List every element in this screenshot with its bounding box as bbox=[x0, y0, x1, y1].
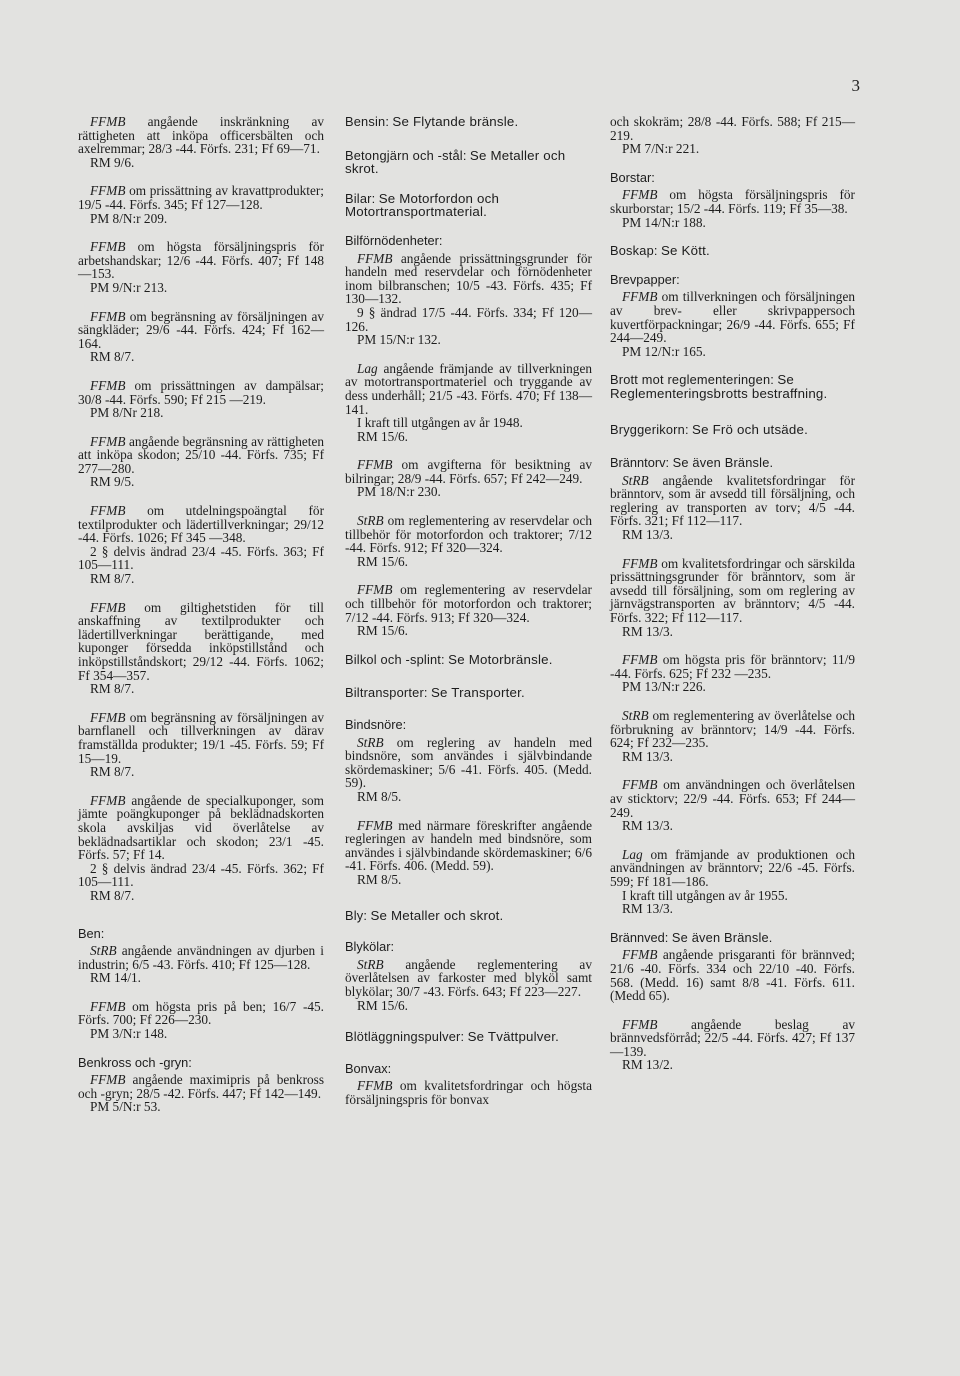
section-heading: Blötläggningspulver: bbox=[345, 1029, 465, 1045]
column-1-entries bbox=[78, 115, 324, 903]
section-bonvax bbox=[345, 1062, 592, 1107]
entry bbox=[610, 653, 855, 694]
entry-body: angående inskränkning av rättigheten att inköpa officersbälten och axelremmar; 28/3 -44. Förfs. 231; Ff 69—71. bbox=[78, 114, 324, 157]
section-heading: Brott mot reglementeringen: bbox=[610, 372, 775, 388]
entry-lead: FFMB bbox=[90, 599, 126, 615]
entry-text bbox=[78, 601, 324, 683]
section-bilkol bbox=[345, 653, 592, 667]
entry-body: angående prisgaranti för brännved; 21/6 -40. Förfs. 334 och 22/10 -40. Förfs. 568. (Medd. 16) samt 8/8 -41. Förfs. 611. (Medd 65). bbox=[610, 947, 855, 1004]
cross-reference: Se Motorbränsle. bbox=[448, 651, 553, 667]
section-heading: Bilar: bbox=[345, 190, 376, 206]
entry-text bbox=[78, 711, 324, 765]
section-bly bbox=[345, 909, 592, 923]
section-brott bbox=[610, 373, 855, 400]
entry-amendment: I kraft till utgången av år 1955. bbox=[622, 887, 788, 903]
entry-reference: RM 8/7. bbox=[90, 681, 135, 697]
entry-text bbox=[345, 736, 592, 790]
entry-amendment: 2 § delvis ändrad 23/4 -45. Förfs. 362; Ff 105—111. bbox=[78, 860, 324, 890]
section-ben bbox=[78, 927, 324, 1041]
section-bindsnore bbox=[345, 718, 592, 887]
entry-reference: RM 15/6. bbox=[357, 553, 408, 569]
entry-text bbox=[610, 290, 855, 344]
entry-text bbox=[610, 188, 855, 215]
column-2 bbox=[345, 115, 592, 1121]
section-bensin bbox=[345, 115, 592, 129]
entry bbox=[345, 458, 592, 499]
section-heading: Bensin: bbox=[345, 114, 390, 129]
entry-reference: RM 14/1. bbox=[90, 970, 141, 986]
entry-reference: RM 15/6. bbox=[357, 997, 408, 1013]
section-heading: Brevpapper: bbox=[610, 271, 680, 287]
entry bbox=[610, 1018, 855, 1072]
entry bbox=[610, 188, 855, 229]
entry-lead: FFMB bbox=[90, 239, 126, 255]
entry-list bbox=[345, 736, 592, 887]
entry bbox=[345, 252, 592, 347]
section-heading: Benkross och -gryn: bbox=[78, 1054, 192, 1070]
cross-reference: Se även Bränsle. bbox=[671, 929, 773, 945]
entry-body: om högsta pris för bränntorv; 11/9 -44. Förfs. 625; Ff 232 —235. bbox=[610, 652, 855, 681]
entry-lead: StRB bbox=[622, 708, 649, 723]
entry-text bbox=[345, 362, 592, 416]
entry-reference: PM 14/N:r 188. bbox=[622, 214, 706, 230]
section-boskap bbox=[610, 244, 855, 258]
entry-lead: StRB bbox=[357, 734, 384, 750]
cross-reference: Se Metaller och skrot. bbox=[345, 147, 566, 177]
entry-lead: FFMB bbox=[622, 652, 658, 668]
entry-lead: FFMB bbox=[622, 187, 658, 203]
continuation-text: och skokräm; 28/8 -44. Förfs. 588; Ff 215—219. bbox=[610, 114, 855, 143]
entry-body: om högsta försäljningspris för arbetshandskar; 12/6 -44. Förfs. 407; Ff 148—153. bbox=[78, 239, 324, 282]
entry-reference: RM 9/6. bbox=[90, 154, 135, 170]
cross-reference: Se Frö och utsäde. bbox=[692, 421, 808, 437]
entry-lead: FFMB bbox=[90, 792, 126, 808]
section-heading: Bindsnöre: bbox=[345, 717, 407, 732]
entry-text bbox=[610, 709, 855, 750]
entry-text bbox=[78, 794, 324, 862]
entry bbox=[78, 1000, 324, 1041]
entry-lead: Lag bbox=[622, 846, 643, 862]
section-blykolar bbox=[345, 940, 592, 1012]
entry bbox=[610, 557, 855, 639]
entry-lead: FFMB bbox=[90, 433, 126, 449]
benkross-entries bbox=[78, 1073, 324, 1114]
entry bbox=[78, 310, 324, 364]
entry-body: med närmare föreskrifter angående regleringen av handeln med bindsnöre, som användes i självbindande skördemaskiner; 6/6 -41. Förfs. 406. (Medd. 59). bbox=[345, 817, 592, 874]
entry-text bbox=[345, 514, 592, 555]
entry-body: angående reglementering av överlåtelsen av farkoster med blyköl samt blykölar; 30/7 -43. Förfs. 643; Ff 223—227. bbox=[345, 956, 592, 999]
entry-text bbox=[610, 948, 855, 1002]
entry bbox=[78, 711, 324, 779]
entry-reference: PM 12/N:r 165. bbox=[622, 343, 706, 359]
section-continuation bbox=[610, 115, 855, 156]
entry bbox=[78, 435, 324, 489]
section-heading: Bilförnödenheter: bbox=[345, 232, 443, 248]
section-benkross bbox=[78, 1056, 324, 1114]
section-blotlaggning bbox=[345, 1030, 592, 1044]
entry-body: angående beslag av brännvedsförråd; 22/5 -44. Förfs. 427; Ff 137—139. bbox=[610, 1016, 855, 1059]
section-heading: Bonvax: bbox=[345, 1060, 392, 1076]
cross-reference: Se även Bränsle. bbox=[672, 455, 774, 471]
section-branntorv bbox=[610, 456, 855, 916]
entry-lead: FFMB bbox=[90, 377, 126, 393]
ben-entries bbox=[78, 944, 324, 1041]
entry-reference: PM 8/N:r 209. bbox=[90, 210, 168, 226]
entry bbox=[78, 601, 324, 696]
entry-text bbox=[610, 653, 855, 680]
entry bbox=[78, 794, 324, 903]
entry-reference: RM 8/7. bbox=[90, 887, 135, 903]
section-borstar bbox=[610, 171, 855, 229]
entry-amendment: I kraft till utgången av år 1948. bbox=[357, 415, 523, 431]
entry-lead: StRB bbox=[90, 943, 117, 959]
entry bbox=[78, 115, 324, 169]
entry-lead: StRB bbox=[357, 956, 384, 972]
entry bbox=[345, 1079, 592, 1106]
section-brevpapper bbox=[610, 273, 855, 359]
section-bryggerikorn bbox=[610, 423, 855, 437]
cross-reference: Se Flytande bränsle. bbox=[392, 114, 519, 129]
entry-text bbox=[610, 474, 855, 528]
entry-body: om högsta försäljningspris för skurborstar; 15/2 -44. Förfs. 119; Ff 35—38. bbox=[610, 187, 855, 216]
entry-lead: Lag bbox=[357, 360, 378, 376]
entry bbox=[78, 1073, 324, 1114]
entry bbox=[78, 944, 324, 985]
section-heading: Bryggerikorn: bbox=[610, 421, 689, 437]
entry-text bbox=[610, 1018, 855, 1059]
entry-text bbox=[78, 1073, 324, 1100]
entry-reference: RM 8/5. bbox=[357, 871, 402, 887]
entry-list bbox=[345, 252, 592, 638]
entry-body: om utdelningspoängtal för textilprodukter och lädertillverkningar; 29/12 -44. Förfs. 1026; Ff 345 —348. bbox=[78, 503, 324, 546]
entry-reference: PM 3/N:r 148. bbox=[90, 1026, 168, 1042]
entry-body: om begränsning av försäljningen av sängkläder; 29/6 -44. Förfs. 424; Ff 162—164. bbox=[78, 308, 324, 351]
entry-body: om prissättning av kravattprodukter; 19/5 -44. Förfs. 345; Ff 127—128. bbox=[78, 183, 324, 212]
entry-reference: RM 8/5. bbox=[357, 788, 402, 804]
section-heading-row bbox=[610, 456, 855, 470]
entry-body: om främjande av produktionen och användningen av bränntorv; 22/6 -45. Förfs. 599; Ff 181—186. bbox=[610, 846, 855, 889]
entry-reference: RM 13/3. bbox=[622, 527, 673, 543]
entry-list bbox=[610, 188, 855, 229]
entry-reference: RM 8/7. bbox=[90, 764, 135, 780]
entry-lead: FFMB bbox=[357, 1078, 393, 1094]
entry-lead: FFMB bbox=[90, 503, 126, 519]
entry-text bbox=[610, 557, 855, 625]
entry-lead: FFMB bbox=[90, 709, 126, 725]
entry bbox=[610, 948, 855, 1002]
entry-lead: FFMB bbox=[90, 183, 126, 199]
entry-reference: RM 13/3. bbox=[622, 748, 673, 764]
entry-text bbox=[78, 944, 324, 971]
page-number: 3 bbox=[851, 76, 860, 95]
entry-text bbox=[78, 310, 324, 351]
entry-text bbox=[78, 1000, 324, 1027]
entry bbox=[78, 379, 324, 420]
entry-body: om kvalitetsfordringar och särskilda prissättningsgrunder för bränntorv, som är avsedd till försäljning, som om reglering av järnvägstransporten av bränntorv; 4/5 -44. Förfs. 322; Ff 112—117. bbox=[610, 555, 855, 626]
entry-body: angående användningen av djurben i industrin; 6/5 -43. Förfs. 410; Ff 125—128. bbox=[78, 943, 324, 972]
entry-body: om kvalitetsfordringar och högsta försäljningspris för bonvax bbox=[345, 1078, 592, 1107]
column-1 bbox=[78, 115, 324, 1129]
entry-list bbox=[610, 290, 855, 358]
entry bbox=[345, 583, 592, 637]
entry bbox=[610, 474, 855, 542]
section-biltransporter bbox=[345, 686, 592, 700]
entry-body: angående främjande av tillverkningen av motortransportmateriel och tryggande av dess underhåll; 21/5 -43. Förfs. 470; Ff 138—141. bbox=[345, 360, 592, 417]
entry-text bbox=[610, 848, 855, 889]
section-bilar bbox=[345, 192, 592, 219]
entry-reference: RM 8/7. bbox=[90, 571, 135, 587]
entry-text bbox=[345, 819, 592, 873]
section-heading: Bly: bbox=[345, 907, 368, 923]
cross-reference: Se Motorfordon och Motortransportmaterial. bbox=[345, 190, 500, 220]
entry-reference: RM 13/3. bbox=[622, 623, 673, 639]
section-heading: Ben: bbox=[78, 925, 105, 941]
entry bbox=[610, 290, 855, 358]
cross-reference: Se Reglementeringsbrotts bestraffning. bbox=[610, 372, 828, 401]
entry-reference: RM 13/3. bbox=[622, 901, 673, 917]
entry-lead: FFMB bbox=[622, 947, 658, 963]
entry-amendment: 2 § delvis ändrad 23/4 -45. Förfs. 363; Ff 105—111. bbox=[78, 543, 324, 573]
entry-lead: FFMB bbox=[622, 289, 658, 305]
section-heading: Bränntorv: bbox=[610, 455, 670, 471]
entry-body: om reglementering av reservdelar och tillbehör för motorfordon och traktorer; 7/12 -44. Förfs. 913; Ff 320—324. bbox=[345, 582, 592, 625]
entry-text bbox=[610, 778, 855, 819]
entry-text bbox=[78, 184, 324, 211]
entry bbox=[345, 514, 592, 568]
entry-text bbox=[345, 958, 592, 999]
entry bbox=[345, 362, 592, 444]
entry-text bbox=[78, 379, 324, 406]
entry-lead: FFMB bbox=[90, 1072, 126, 1088]
entry-text bbox=[78, 240, 324, 281]
entry-body: om giltighetstiden för till anskaffning av textilprodukter och lädertillverkningar berättigande, med kuponger försedda inköpstillstånd och inköpstillståndskort; 29/12 -44. Förfs. 1062; Ff 354—357. bbox=[78, 599, 324, 683]
entry-lead: FFMB bbox=[622, 777, 658, 793]
entry-lead: FFMB bbox=[622, 1016, 658, 1032]
entry-body: om tillverkningen och försäljningen av brev- eller skrivpappersoch kuvertförpackningar; 26/9 -44. Förfs. 655; Ff 244—249. bbox=[610, 289, 855, 346]
entry bbox=[78, 240, 324, 294]
section-betongjarn bbox=[345, 149, 592, 176]
entry-list bbox=[345, 1079, 592, 1106]
entry-body: angående begränsning av rättigheten att inköpa skodon; 25/10 -44. Förfs. 735; Ff 277—280. bbox=[78, 433, 324, 476]
entry-text bbox=[78, 504, 324, 545]
entry-lead: FFMB bbox=[357, 250, 393, 266]
entry-reference: PM 8/Nr 218. bbox=[90, 405, 164, 421]
entry-lead: FFMB bbox=[90, 998, 126, 1014]
section-heading: Biltransporter: bbox=[345, 685, 428, 701]
entry-reference: RM 13/3. bbox=[622, 818, 673, 834]
entry-text bbox=[345, 583, 592, 624]
cross-reference: Se Kött. bbox=[660, 243, 710, 259]
entry-amendment: 9 § ändrad 17/5 -44. Förfs. 334; Ff 120—126. bbox=[345, 304, 592, 334]
entry-lead: StRB bbox=[357, 513, 384, 529]
entry-reference: RM 13/2. bbox=[622, 1057, 673, 1073]
section-brannved bbox=[610, 931, 855, 1072]
entry-reference: PM 13/N:r 226. bbox=[622, 679, 706, 695]
cross-reference: Se Metaller och skrot. bbox=[370, 907, 504, 923]
section-bilfornodenheter bbox=[345, 234, 592, 638]
entry bbox=[78, 504, 324, 586]
entry-body: angående de specialkuponger, som jämte poängkuponger på beklädnadskorten skola avskiljas vid överlåtelse av beklädnadsartiklar och skodon; 23/1 -45. Förfs. 57; Ff 14. bbox=[78, 792, 324, 863]
reference-line: PM 7/N:r 221. bbox=[622, 141, 700, 157]
section-heading: Brännved: bbox=[610, 929, 669, 945]
column-3 bbox=[610, 115, 855, 1087]
entry-reference: RM 15/6. bbox=[357, 428, 408, 444]
entry bbox=[78, 184, 324, 225]
entry-list bbox=[345, 958, 592, 1012]
entry-lead: FFMB bbox=[357, 457, 393, 473]
entry-reference: PM 5/N:r 53. bbox=[90, 1099, 161, 1115]
section-heading: Betongjärn och -stål: bbox=[345, 147, 467, 163]
entry-reference: RM 8/7. bbox=[90, 349, 135, 365]
entry-body: om användningen och överlåtelsen av sticktorv; 22/9 -44. Förfs. 653; Ff 244—249. bbox=[610, 777, 855, 820]
entry-body: om avgifterna för besiktning av bilringar; 28/9 -44. Förfs. 657; Ff 242—249. bbox=[345, 457, 592, 486]
entry bbox=[345, 819, 592, 887]
entry-body: om reglering av handeln med bindsnöre, som användes i självbindande skördemaskiner; 5/6 -41. Förfs. 405. (Medd. 59). bbox=[345, 734, 592, 791]
cross-reference: Se Tvättpulver. bbox=[467, 1029, 560, 1045]
entry bbox=[610, 778, 855, 832]
entry-lead: FFMB bbox=[622, 555, 658, 571]
entry-text bbox=[345, 458, 592, 485]
entry-body: om högsta pris på ben; 16/7 -45. Förfs. 700; Ff 226—230. bbox=[78, 998, 324, 1028]
entry-reference: RM 15/6. bbox=[357, 623, 408, 639]
entry-body: angående maximipris på benkross och -gryn; 28/5 -42. Förfs. 447; Ff 142—149. bbox=[78, 1072, 324, 1101]
entry-lead: FFMB bbox=[357, 817, 393, 833]
section-heading: Boskap: bbox=[610, 243, 658, 259]
entry-reference: PM 9/N:r 213. bbox=[90, 279, 168, 295]
entry-body: angående prissättningsgrunder för handeln med reservdelar och förnödenheter inom bilbranschen; 10/5 -43. Förfs. 435; Ff 130—132. bbox=[345, 250, 592, 307]
entry bbox=[610, 709, 855, 763]
entry bbox=[345, 958, 592, 1012]
cross-reference: Se Transporter. bbox=[430, 685, 525, 701]
entry-lead: StRB bbox=[622, 472, 649, 488]
entry-reference: RM 9/5. bbox=[90, 474, 135, 490]
entry-text bbox=[78, 115, 324, 156]
entry-lead: FFMB bbox=[357, 582, 393, 598]
entry-list bbox=[610, 474, 855, 916]
entry-lead: FFMB bbox=[90, 114, 126, 129]
entry-reference: PM 15/N:r 132. bbox=[357, 332, 441, 348]
entry bbox=[345, 736, 592, 804]
section-heading: Blykölar: bbox=[345, 939, 395, 955]
section-heading: Bilkol och -splint: bbox=[345, 651, 445, 667]
entry-text bbox=[345, 252, 592, 306]
entry-list bbox=[610, 948, 855, 1072]
entry-lead: FFMB bbox=[90, 308, 126, 324]
entry-body: om reglementering av överlåtelse och förbrukning av bränntorv; 14/9 -44. Förfs. 624; Ff 232—235. bbox=[610, 708, 855, 751]
section-heading-row bbox=[610, 931, 855, 945]
entry-body: om reglementering av reservdelar och tillbehör för motorfordon och traktorer; 7/12 -44. Förfs. 912; Ff 320—324. bbox=[345, 513, 592, 556]
section-heading: Borstar: bbox=[610, 169, 655, 185]
entry-body: om prissättningen av dampälsar; 30/8 -44. Förfs. 590; Ff 215 —219. bbox=[78, 377, 324, 407]
entry-body: om begränsning av försäljningen av barnflanell och tillverkningen av därav framställda produkter; 19/1 -45. Förfs. 59; Ff 15—19. bbox=[78, 709, 324, 766]
entry-body: angående kvalitetsfordringar för bränntorv, som är avsedd till försäljning, och reglering av transporten av torv; 4/5 -44. Förfs. 321; Ff 112—117. bbox=[610, 472, 855, 529]
entry bbox=[610, 848, 855, 916]
entry-text bbox=[78, 435, 324, 476]
entry-reference: PM 18/N:r 230. bbox=[357, 484, 441, 500]
entry-text bbox=[345, 1079, 592, 1106]
